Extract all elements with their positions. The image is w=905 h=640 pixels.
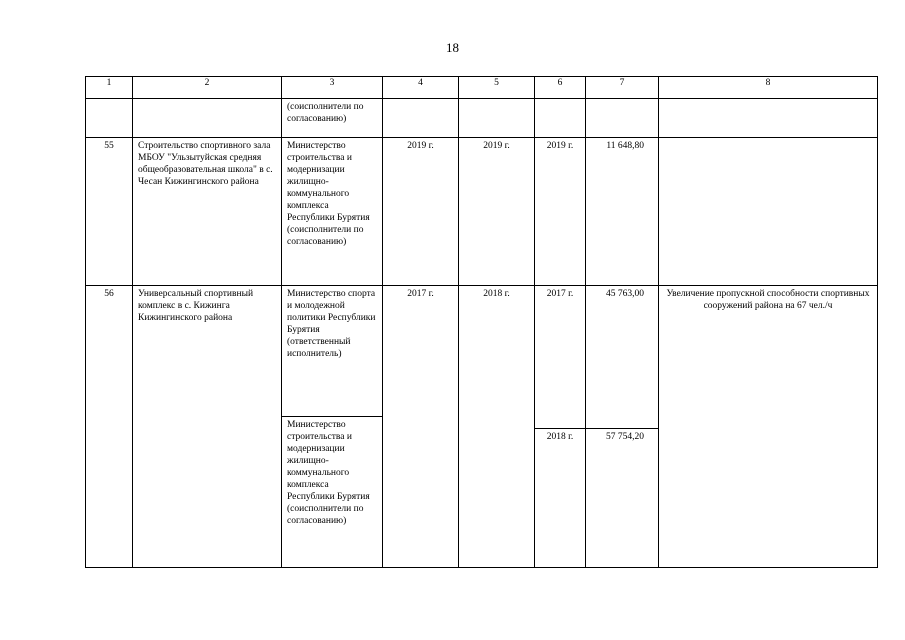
cell-empty — [383, 99, 459, 138]
cell-empty — [659, 99, 878, 138]
start-year: 2017 г. — [383, 286, 459, 568]
object-name: Универсальный спортивный комплекс в с. Кижинга Кижингинского района — [133, 286, 282, 568]
cell-empty — [86, 99, 133, 138]
funding-year-split — [535, 286, 586, 568]
table-row-56 — [86, 286, 878, 568]
funding-amount-2: 57 754,20 — [586, 428, 658, 445]
end-year: 2019 г. — [459, 138, 535, 286]
executor-responsible: Министерство спорта и молодежной политики Республики Бурятия (ответственный исполнитель) — [287, 289, 376, 359]
header-cell: 5 — [459, 77, 535, 99]
object-name: Строительство спортивного зала МБОУ "Ульзытуйская средняя общеобразовательная школа" в с. Чесан Кижингинского района — [133, 138, 282, 286]
header-cell: 4 — [383, 77, 459, 99]
header-cell: 3 — [282, 77, 383, 99]
executor: Министерство строительства и модернизации жилищно-коммунального комплекса Республики Бурятия (соисполнители по согласованию) — [282, 138, 383, 286]
expected-result — [659, 138, 878, 286]
header-cell: 8 — [659, 77, 878, 99]
funding-amount-split — [586, 286, 659, 568]
header-cell: 1 — [86, 77, 133, 99]
funding-year-2: 2018 г. — [535, 428, 585, 445]
executor-co: Министерство строительства и модернизации жилищно-коммунального комплекса Республики Бурятия (соисполнители по согласованию) — [282, 416, 382, 529]
cell-empty — [459, 99, 535, 138]
header-cell: 6 — [535, 77, 586, 99]
cell-empty — [586, 99, 659, 138]
program-table — [85, 76, 878, 568]
cell-empty — [133, 99, 282, 138]
expected-result: Увеличение пропускной способности спортивных сооружений района на 67 чел./ч — [659, 286, 878, 568]
end-year: 2018 г. — [459, 286, 535, 568]
funding-amount-1: 45 763,00 — [606, 289, 644, 299]
row-number: 56 — [86, 286, 133, 568]
funding-amount: 11 648,80 — [586, 138, 659, 286]
funding-year-1: 2017 г. — [546, 289, 574, 299]
executor-continued: (соисполнители по согласованию) — [282, 99, 383, 138]
header-cell: 2 — [133, 77, 282, 99]
header-row — [86, 77, 878, 99]
header-cell: 7 — [586, 77, 659, 99]
executor-split — [282, 286, 383, 568]
cell-empty — [535, 99, 586, 138]
continuation-row — [86, 99, 878, 138]
start-year: 2019 г. — [383, 138, 459, 286]
page-number: 18 — [446, 40, 459, 55]
row-number: 55 — [86, 138, 133, 286]
funding-year: 2019 г. — [535, 138, 586, 286]
table-row-55 — [86, 138, 878, 286]
